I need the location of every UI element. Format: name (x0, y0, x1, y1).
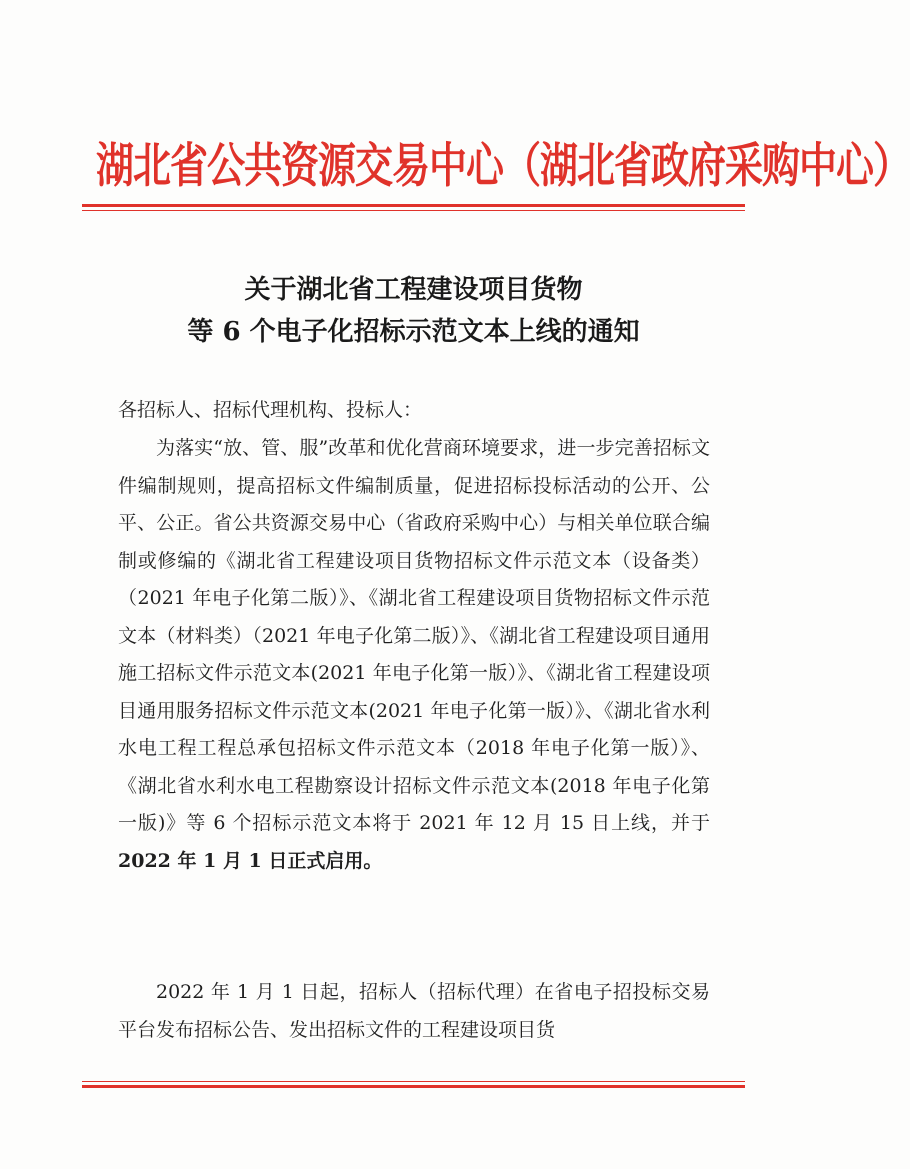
paragraph-2: 2022 年 1 月 1 日起，招标人（招标代理）在省电子招投标交易平台发布招标公告、发出招标文件的工程建设项目货 (118, 981, 710, 1041)
footer-rule-thick (82, 1085, 745, 1088)
header-rule-thick (82, 204, 745, 207)
paragraph-1-text: 为落实“放、管、服”改革和优化营商环境要求，进一步完善招标文件编制规则，提高招标文件编制质量，促进招标投标活动的公开、公平、公正。省公共资源交易中心（省政府采购中心）与相关单位联合编制或修编的《湖北省工程建设项目货物招标文件示范文本（设备类）（2021 年电子化第二版）》、《湖北省工程建设项目货物招标文件示范文本（材料类）（2021 年电子化第二版）》、《湖北省工程建设项目通用施工招标文件示范文本(2021 年电子化第一版）》、《湖北省工程建设项目通用服务招标文件示范文本(2021 年电子化第一版）》、《湖北省水利水电工程工程总承包招标文件示范文本（2018 年电子化第一版）》、《湖北省水利水电工程勘察设计招标文件示范文本(2018 年电子化第一版)》等 6 个招标示范文本将于 2021 年 12 月 15 日上线，并于 (118, 437, 710, 834)
notice-title-line1: 关于湖北省工程建设项目货物 (244, 275, 583, 305)
org-header-title: 湖北省公共资源交易中心（湖北省政府采购中心） (96, 138, 910, 193)
footer-rule-thin (82, 1081, 745, 1082)
notice-title-line2: 等 6 个电子化招标示范文本上线的通知 (187, 317, 640, 347)
paragraph-1-bold-date: 2022 年 1 月 1 日正式启用。 (118, 849, 383, 872)
paragraph-1 (118, 430, 710, 880)
salutation: 各招标人、招标代理机构、投标人： (118, 399, 423, 421)
header-rule-thin (82, 210, 745, 211)
